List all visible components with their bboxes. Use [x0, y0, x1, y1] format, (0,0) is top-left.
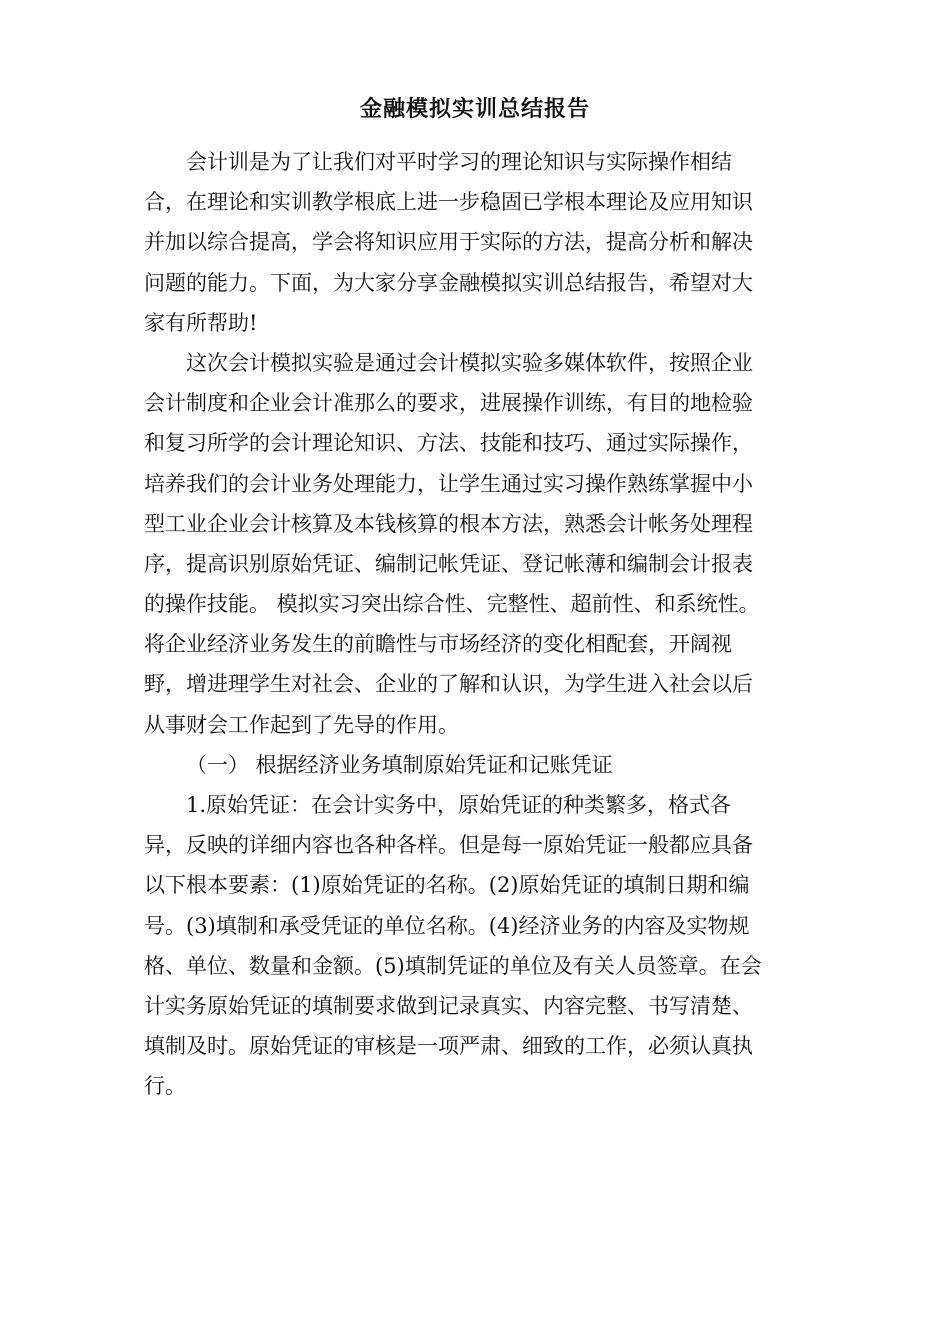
- paragraph-line: 异，反映的详细内容也各种各样。但是每一原始凭证一般都应具备: [144, 833, 753, 858]
- paragraph-line: 家有所帮助!: [144, 310, 258, 335]
- document-body: [144, 142, 804, 1107]
- paragraph-line: 培养我们的会计业务处理能力，让学生通过实习操作熟练掌握中小: [144, 471, 753, 496]
- paragraph-line: 1.原始凭证：在会计实务中，原始凭证的种类繁多，格式各: [186, 793, 732, 817]
- section-heading: （一） 根据经济业务填制原始凭证和记账凭证: [186, 752, 613, 777]
- paragraph-line: 的操作技能。 模拟实习突出综合性、完整性、超前性、和系统性。: [144, 592, 760, 617]
- paragraph-line: 会计制度和企业会计准那么的要求，进展操作训练，有目的地检验: [144, 391, 753, 416]
- paragraph-line: 计实务原始凭证的填制要求做到记录真实、内容完整、书写清楚、: [144, 993, 753, 1018]
- paragraph-line: 合，在理论和实训教学根底上进一步稳固已学根本理论及应用知识: [144, 190, 753, 215]
- paragraph-line: 会计训是为了让我们对平时学习的理论知识与实际操作相结: [186, 150, 732, 174]
- paragraph-line: 行。: [144, 1074, 186, 1099]
- paragraph-line: 以下根本要素：(1)原始凭证的名称。(2)原始凭证的填制日期和编: [144, 873, 750, 898]
- paragraph-line: 型工业企业会计核算及本钱核算的根本方法，熟悉会计帐务处理程: [144, 511, 753, 536]
- paragraph-line: 问题的能力。下面，为大家分享金融模拟实训总结报告，希望对大: [144, 270, 753, 295]
- paragraph-line: 将企业经济业务发生的前瞻性与市场经济的变化相配套，开阔视: [144, 632, 732, 657]
- paragraph-line: 这次会计模拟实验是通过会计模拟实验多媒体软件，按照企业: [186, 350, 753, 375]
- document-title: 金融模拟实训总结报告: [359, 97, 590, 122]
- paragraph-line: 野，增进理学生对社会、企业的了解和认识，为学生进入社会以后: [144, 672, 753, 697]
- paragraph-line: 并加以综合提高，学会将知识应用于实际的方法，提高分析和解决: [144, 230, 753, 255]
- paragraph-line: 和复习所学的会计理论知识、方法、技能和技巧、通过实际操作，: [144, 431, 753, 456]
- paragraph-line: 号。(3)填制和承受凭证的单位名称。(4)经济业务的内容及实物规: [144, 913, 750, 938]
- paragraph-line: 填制及时。原始凭证的审核是一项严肃、细致的工作，必须认真执: [144, 1034, 753, 1059]
- paragraph-line: 从事财会工作起到了先导的作用。: [144, 712, 459, 737]
- paragraph-line: 格、单位、数量和金额。(5)填制凭证的单位及有关人员签章。在会: [144, 953, 762, 978]
- paragraph-line: 序，提高识别原始凭证、编制记帐凭证、登记帐薄和编制会计报表: [144, 551, 753, 576]
